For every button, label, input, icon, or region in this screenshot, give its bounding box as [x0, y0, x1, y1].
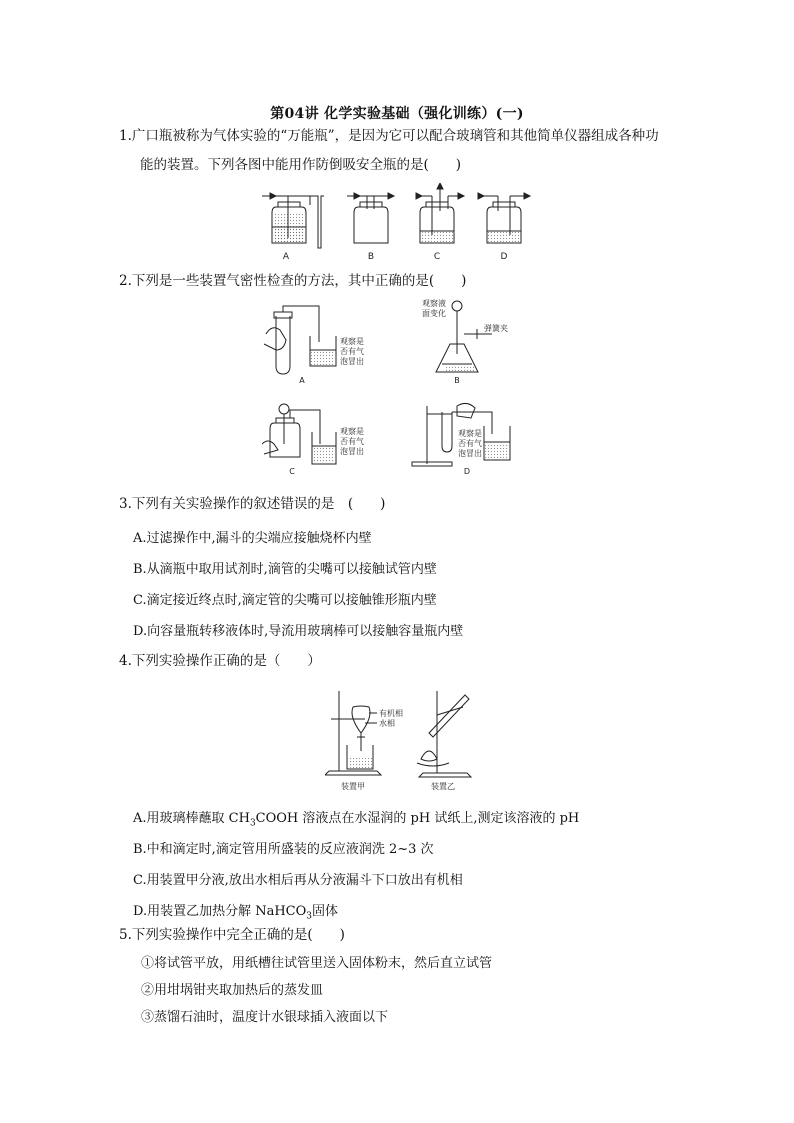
q3-option-d: D.向容量瓶转移液体时,导流用玻璃棒可以接触容量瓶内壁: [133, 624, 464, 639]
q2-a-note-1: 观察是: [340, 337, 364, 346]
q4-label-jia: 装置甲: [341, 782, 365, 791]
q2-a-note-3: 泡冒出: [340, 357, 364, 366]
q4-apparatus-yi: [417, 691, 471, 777]
q1-label-d: D: [500, 252, 508, 262]
q2-c-label: C: [289, 467, 295, 474]
q4-stem: 4.下列实验操作正确的是（ ）: [119, 653, 321, 669]
q3-stem: 3.下列有关实验操作的叙述错误的是 ( ): [119, 496, 386, 512]
q2-b-clip: 弹簧夹: [484, 324, 508, 333]
q4-option-d: D.用装置乙加热分解 NaHCO$_3$固体: [133, 904, 339, 922]
q4-option-b: B.中和滴定时,滴定管用所盛装的反应液润洗 2~3 次: [133, 842, 434, 857]
q1-label-c: C: [433, 252, 441, 262]
q1-label-b: B: [367, 252, 375, 262]
q5-item-2: ②用坩埚钳夹取加热后的蒸发皿: [141, 983, 324, 998]
q3-option-b: B.从滴瓶中取用试剂时,滴管的尖嘴可以接触试管内壁: [133, 562, 437, 577]
q3-option-a: A.过滤操作中,漏斗的尖端应接触烧杯内壁: [133, 531, 372, 546]
q2-c-note-3: 泡冒出: [340, 447, 364, 456]
q4-label-organic: 有机相: [379, 709, 403, 718]
q1-figure: [262, 183, 532, 263]
q2-d-note-3: 泡冒出: [458, 449, 482, 458]
q2-c-note-1: 观察是: [340, 427, 364, 436]
q2-b-note-2: 面变化: [422, 309, 446, 318]
q5-item-3: ③蒸馏石油时，温度计水银球插入液面以下: [141, 1010, 389, 1025]
q4-label-water: 水相: [379, 719, 395, 728]
q1-apparatus-b: [347, 193, 394, 243]
q2-a-note-2: 否有气: [340, 347, 364, 356]
q5-stem: 5.下列实验操作中完全正确的是( ): [119, 927, 345, 943]
q5-item-1: ①将试管平放，用纸槽往试管里送入固体粉末，然后直立试管: [141, 956, 493, 971]
q2-d-label: D: [463, 467, 471, 474]
q2-d-note-2: 否有气: [458, 439, 482, 448]
q2-c-note-2: 否有气: [340, 437, 364, 446]
q1-label-a: A: [282, 252, 290, 262]
q4-figure: [325, 685, 485, 795]
page-title: 第04讲 化学实验基础（强化训练）(一): [270, 106, 524, 122]
q3-option-c: C.滴定接近终点时,滴定管的尖嘴可以接触锥形瓶内壁: [133, 593, 437, 608]
q2-figure: [262, 294, 532, 474]
q2-b-label: B: [454, 376, 460, 385]
q2-a-label: A: [299, 376, 305, 385]
q2-b-note-1: 观察液: [422, 299, 446, 308]
q2-stem: 2.下列是一些装置气密性检查的方法，其中正确的是( ): [119, 273, 467, 289]
q2-d-note-1: 观察是: [458, 429, 482, 438]
q1-stem-line2: 能的装置。下列各图中能用作防倒吸安全瓶的是( ): [140, 157, 462, 173]
q4-label-yi: 装置乙: [431, 782, 455, 791]
q1-stem-line1: 1.广口瓶被称为气体实验的“万能瓶”，是因为它可以配合玻璃管和其他简单仪器组成各种功: [119, 128, 659, 144]
q4-option-a: A.用玻璃棒蘸取 $CH_3COOH$ 溶液点在水湿润的 pH 试纸上,测定该溶液的 pH: [133, 811, 580, 829]
q4-option-c: C.用装置甲分液,放出水相后再从分液漏斗下口放出有机相: [133, 873, 463, 888]
